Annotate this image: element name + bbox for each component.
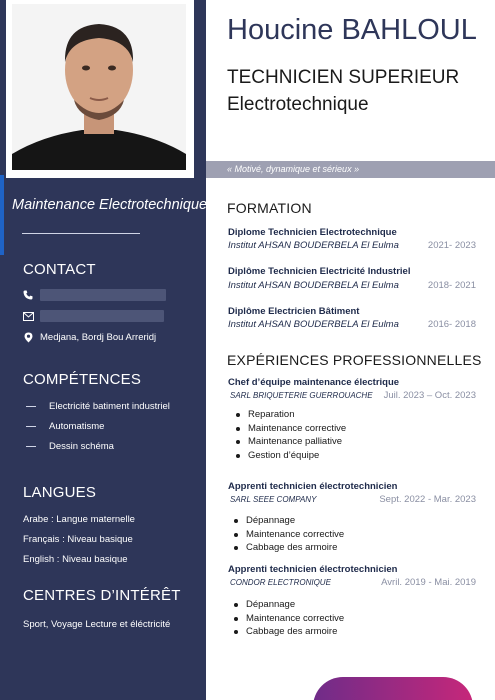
phone-number-redacted — [40, 289, 166, 301]
profile-photo-frame — [6, 0, 194, 178]
motto-bar: « Motivé, dynamique et sérieux » — [206, 161, 495, 178]
decorative-gradient-shape — [313, 677, 473, 700]
experience-heading: EXPÉRIENCES PROFESSIONNELLES — [227, 352, 482, 368]
contact-address — [22, 331, 156, 343]
job-title: Maintenance Electrotechnique — [12, 197, 208, 213]
task-item: Maintenance corrective — [234, 422, 346, 436]
contact-email — [22, 310, 164, 322]
degree-title: TECHNICIEN SUPERIEUR — [227, 67, 460, 88]
languages-heading: LANGUES — [23, 484, 97, 501]
phone-icon — [22, 289, 34, 301]
task-item: Dépannage — [232, 514, 344, 528]
experience-entry-dates: Avril. 2019 - Mai. 2019 — [381, 577, 476, 588]
task-item: Maintenance corrective — [232, 612, 344, 626]
degree-specialty: Electrotechnique — [227, 94, 369, 115]
skill-label: Automatisme — [49, 421, 105, 432]
experience-tasks — [232, 598, 344, 639]
skill-item — [26, 441, 114, 452]
formation-entry-dates: 2021- 2023 — [427, 240, 476, 251]
sidebar-accent-edge — [0, 175, 4, 255]
skills-heading: COMPÉTENCES — [23, 371, 142, 388]
formation-entry-title: Diplôme Technicien Electricité Industriel — [228, 266, 411, 277]
skill-dash — [26, 426, 36, 427]
task-item: Gestion d’équipe — [234, 449, 346, 463]
task-item: Cabbage des armoire — [232, 625, 344, 639]
task-item: Maintenance corrective — [232, 528, 344, 542]
formation-entry-institution: Institut AHSAN BOUDERBELA El Eulma — [228, 319, 399, 330]
skill-item — [26, 421, 104, 432]
job-title-divider — [22, 233, 140, 234]
skill-label: Electricité batiment industriel — [49, 401, 170, 412]
skill-dash — [26, 406, 36, 407]
email-redacted — [40, 310, 164, 322]
experience-entry-company: CONDOR ELECTRONIQUE — [230, 578, 331, 587]
experience-entry-dates: Juil. 2023 – Oct. 2023 — [383, 390, 476, 401]
formation-heading: FORMATION — [227, 200, 312, 216]
skill-dash — [26, 446, 36, 447]
experience-entry-company: SARL BRIQUETERIE GUERROUACHE — [230, 391, 373, 400]
skill-item — [26, 401, 170, 412]
language-item: Français : Niveau basique — [23, 534, 133, 545]
skill-label: Dessin schéma — [49, 441, 114, 452]
experience-entry-dates: Sept. 2022 - Mar. 2023 — [379, 494, 476, 505]
location-pin-icon — [22, 331, 34, 343]
experience-entry-title: Apprenti technicien électrotechnicien — [228, 481, 398, 492]
profile-photo-illustration — [12, 4, 186, 170]
experience-entry-title: Chef d’équipe maintenance électrique — [228, 377, 400, 388]
experience-entry-company: SARL SEEE COMPANY — [230, 495, 317, 504]
task-item: Dépannage — [232, 598, 344, 612]
task-item: Maintenance palliative — [234, 435, 346, 449]
interests-heading: CENTRES D’INTÉRÊT — [23, 587, 181, 604]
formation-entry-dates: 2018- 2021 — [427, 280, 476, 291]
experience-tasks — [234, 408, 346, 462]
interests-text: Sport, Voyage Lecture et éléctricité — [23, 619, 171, 630]
email-icon — [22, 310, 34, 322]
contact-heading: CONTACT — [23, 261, 96, 278]
experience-entry-title: Apprenti technicien électrotechnicien — [228, 564, 398, 575]
formation-entry-title: Diplôme Electricien Bâtiment — [228, 306, 360, 317]
task-item: Reparation — [234, 408, 346, 422]
language-item: Arabe : Langue maternelle — [23, 514, 135, 525]
address-text: Medjana, Bordj Bou Arreridj — [40, 331, 157, 343]
formation-entry-dates: 2016- 2018 — [427, 319, 476, 330]
formation-entry-title: Diplome Technicien Electrotechnique — [228, 227, 397, 238]
profile-photo — [12, 4, 186, 170]
task-item: Cabbage des armoire — [232, 541, 344, 555]
formation-entry-institution: Institut AHSAN BOUDERBELA El Eulma — [228, 280, 399, 291]
contact-phone — [22, 289, 166, 301]
experience-tasks — [232, 514, 344, 555]
candidate-name: Houcine BAHLOUL — [227, 14, 477, 46]
formation-entry-institution: Institut AHSAN BOUDERBELA El Eulma — [228, 240, 399, 251]
language-item: English : Niveau basique — [23, 554, 128, 565]
